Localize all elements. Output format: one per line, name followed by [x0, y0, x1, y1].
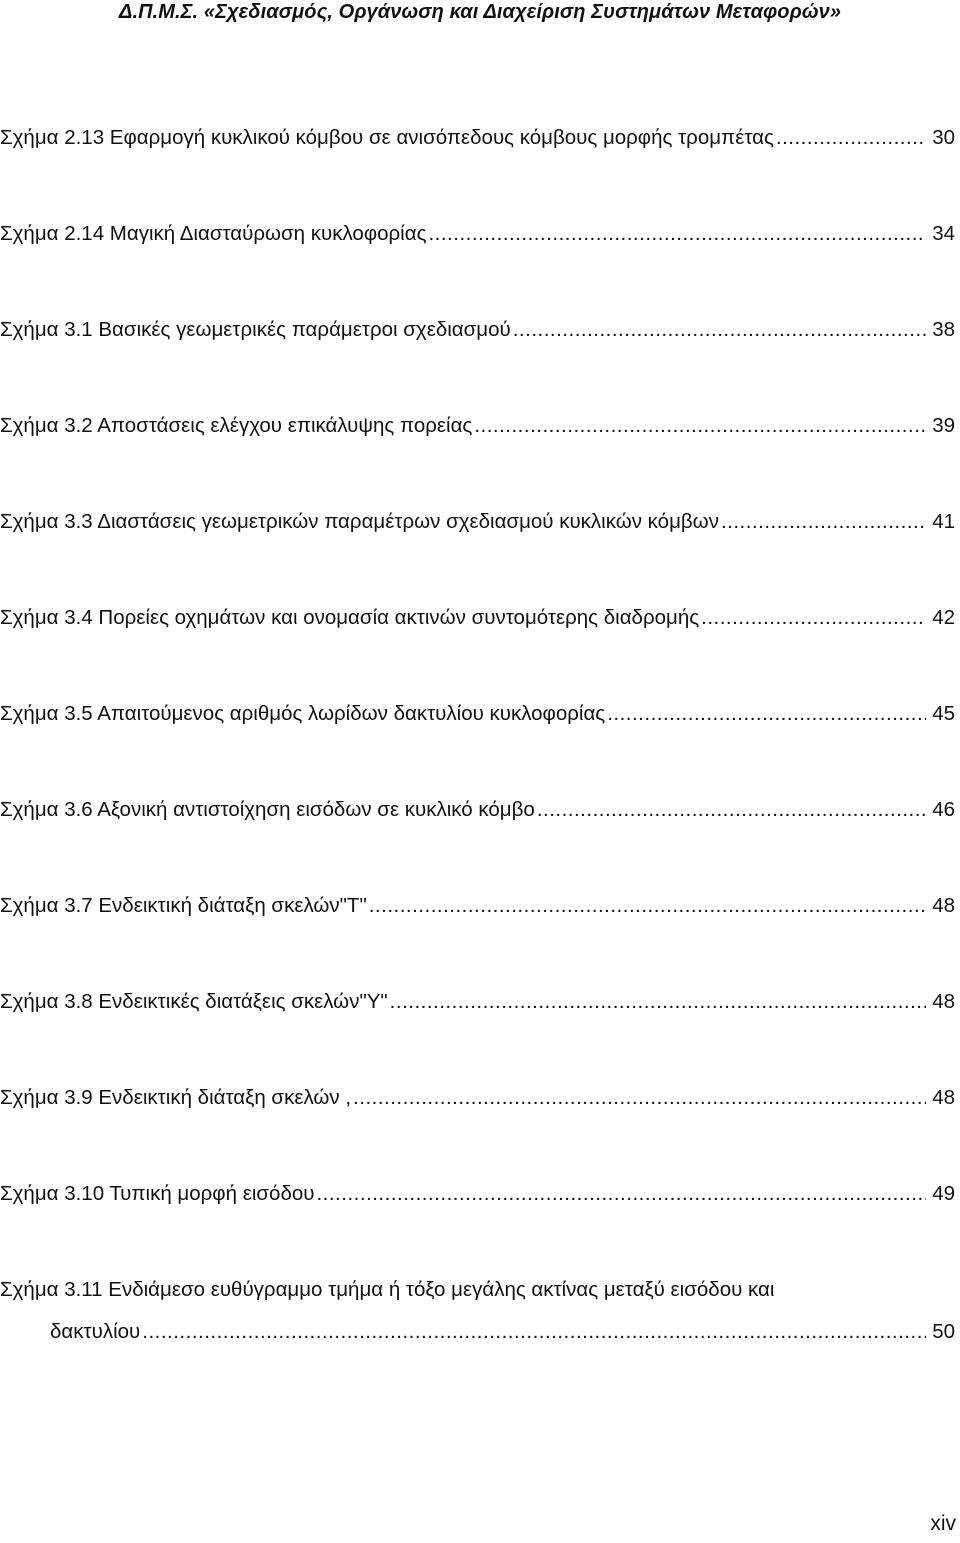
toc-leader-dots [369, 891, 926, 921]
toc-leader-dots [513, 315, 926, 345]
toc-leader-dots [142, 1317, 926, 1347]
toc-entry-label: Σχήμα 2.14 Μαγική Διασταύρωση κυκλοφορίας [0, 222, 427, 245]
toc-entry-label-continued: δακτυλίου [50, 1320, 141, 1343]
toc-entry-label: Σχήμα 3.1 Βασικές γεωμετρικές παράμετροι σχεδιασμού [0, 318, 511, 341]
toc-leader-dots [353, 1083, 926, 1113]
toc-entry-label: Σχήμα 3.10 Τυπική μορφή εισόδου [0, 1182, 315, 1205]
toc-entry[interactable] [0, 603, 955, 633]
toc-entry-label: Σχήμα 3.9 Ενδεικτική διάταξη σκελών , [0, 1086, 352, 1109]
toc-entry-page: 48 [932, 894, 955, 917]
toc-entry[interactable] [0, 411, 955, 441]
toc-entry[interactable] [0, 507, 955, 537]
toc-entry-page: 48 [932, 990, 955, 1013]
toc-entry-page: 38 [932, 318, 955, 341]
toc-entry-page: 49 [932, 1182, 955, 1205]
toc-entry-page: 42 [932, 606, 955, 629]
toc-entry-page: 30 [932, 126, 955, 149]
toc-entry-label: Σχήμα 3.8 Ενδεικτικές διατάξεις σκελών"Υ" [0, 990, 388, 1013]
toc-entry-label: Σχήμα 2.13 Εφαρμογή κυκλικού κόμβου σε ανισόπεδους κόμβους μορφής τρομπέτας [0, 126, 774, 149]
toc-entry[interactable] [0, 315, 955, 345]
toc-leader-dots [316, 1179, 926, 1209]
running-header [0, 0, 960, 30]
toc-entry[interactable] [0, 1179, 955, 1209]
toc-entry[interactable] [0, 219, 955, 249]
toc-entry-label: Σχήμα 3.4 Πορείες οχημάτων και ονομασία ακτινών συντομότερης διαδρομής [0, 606, 700, 629]
toc-entry-page: 46 [932, 798, 955, 821]
toc-entry[interactable] [0, 987, 955, 1017]
toc-leader-dots [776, 123, 926, 153]
toc-entry-page: 48 [932, 1086, 955, 1109]
toc-entry-page: 41 [932, 510, 955, 533]
toc-leader-dots [390, 987, 927, 1017]
toc-entry-page: 39 [932, 414, 955, 437]
toc-entry[interactable] [0, 891, 955, 921]
toc-entry-label: Σχήμα 3.7 Ενδεικτική διάταξη σκελών"Τ" [0, 894, 367, 917]
toc-leader-dots [701, 603, 926, 633]
toc-entry[interactable] [0, 123, 955, 153]
toc-entry-label: Σχήμα 3.6 Αξονική αντιστοίχηση εισόδων σε κυκλικό κόμβο [0, 798, 535, 821]
toc-entry-label: Σχήμα 3.11 Ενδιάμεσο ευθύγραμμο τμήμα ή τόξο μεγάλης ακτίνας μεταξύ εισόδου και [0, 1278, 775, 1301]
toc-leader-dots [607, 699, 926, 729]
toc-entry[interactable] [0, 699, 955, 729]
header-title: Δ.Π.Μ.Σ. «Σχεδιασμός, Οργάνωση και Διαχείριση Συστημάτων Μεταφορών» [118, 1, 842, 23]
toc-entry[interactable] [0, 1083, 955, 1113]
toc-entry-page: 50 [932, 1320, 955, 1343]
page-number: xiv [930, 1512, 956, 1535]
toc-entry[interactable] [0, 1275, 955, 1355]
toc-leader-dots [474, 411, 926, 441]
toc-entry-label: Σχήμα 3.5 Απαιτούμενος αριθμός λωρίδων δακτυλίου κυκλοφορίας [0, 702, 606, 725]
toc-entry[interactable] [0, 795, 955, 825]
toc-leader-dots [721, 507, 926, 537]
toc-entry-label: Σχήμα 3.3 Διαστάσεις γεωμετρικών παραμέτρων σχεδιασμού κυκλικών κόμβων [0, 510, 719, 533]
toc-leader-dots [428, 219, 926, 249]
toc-entry-label: Σχήμα 3.2 Αποστάσεις ελέγχου επικάλυψης πορείας [0, 414, 473, 437]
toc-entry-page: 34 [932, 222, 955, 245]
toc-entry-page: 45 [932, 702, 955, 725]
toc-leader-dots [537, 795, 926, 825]
